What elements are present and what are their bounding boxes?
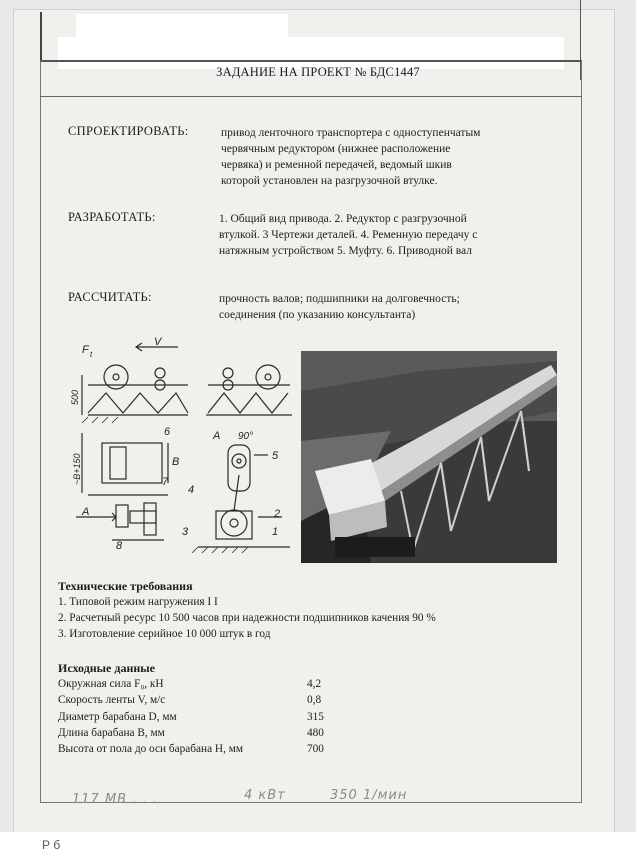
title-divider	[40, 96, 582, 97]
label-dim-b: ~B+150	[72, 453, 82, 485]
param-label: Скорость ленты V, м/с	[58, 694, 166, 706]
kinematic-scheme-drawing	[68, 335, 302, 553]
frame-edge-left	[40, 12, 42, 60]
label-7: 7	[162, 476, 169, 488]
label-6: 6	[164, 426, 171, 438]
param-label: Окружная сила F₀, кН	[58, 678, 164, 690]
label-a-side: A	[213, 430, 221, 442]
section-text-design: привод ленточного транспортера с одноступенчатым червячным редуктором (нижнее расположение червяка) и ременной передачей, ведомый шкив которой установлен на разгрузочной втулке.	[221, 127, 481, 187]
param-label: Длина барабана B, мм	[58, 727, 165, 739]
param-value: 480	[307, 727, 324, 739]
handwritten-note-left: 117 МВ . . .	[72, 792, 158, 807]
handwritten-note-right: 350 1/мин	[330, 788, 408, 803]
param-value: 4,2	[307, 678, 322, 690]
section-label-develop: РАЗРАБОТАТЬ:	[68, 210, 156, 224]
requirement-item: 2. Расчетный ресурс 10 500 часов при надежности подшипников качения 90 %	[58, 612, 436, 624]
section-label-design: СПРОЕКТИРОВАТЬ:	[68, 124, 189, 138]
requirement-item: 3. Изготовление серийное 10 000 штук в год	[58, 628, 271, 640]
label-dim-500: 500	[70, 389, 80, 405]
param-label: Высота от пола до оси барабана H, мм	[58, 743, 244, 755]
requirements-heading: Технические требования	[58, 579, 193, 593]
label-2: 2	[274, 508, 281, 520]
label-4: 4	[188, 484, 195, 496]
bottom-strip	[0, 832, 636, 853]
section-label-calculate: РАССЧИТАТЬ:	[68, 290, 152, 304]
label-1: 1	[272, 526, 279, 538]
label-8: 8	[116, 540, 123, 552]
label-v: V	[154, 336, 162, 348]
label-5: 5	[272, 450, 279, 462]
label-a-plan: A	[82, 506, 90, 518]
document-title: ЗАДАНИЕ НА ПРОЕКТ № БДС1447	[216, 65, 420, 79]
section-text-calculate: прочность валов; подшипники на долговечность; соединения (по указанию консультанта)	[219, 293, 460, 321]
requirement-item: 1. Типовой режим нагружения I I	[58, 596, 218, 608]
conveyor-photo	[301, 351, 557, 563]
label-3: 3	[182, 526, 189, 538]
initial-data-heading: Исходные данные	[58, 661, 155, 675]
param-value: 700	[307, 743, 324, 755]
param-value: 0,8	[307, 694, 322, 706]
label-ft: F	[82, 344, 89, 356]
handwritten-note-mid: 4 кВт	[244, 788, 286, 803]
param-value: 315	[307, 711, 324, 723]
label-ft-sub: t	[90, 350, 93, 359]
label-angle: 90°	[238, 431, 254, 442]
section-text-develop: 1. Общий вид привода. 2. Редуктор с разгрузочной втулкой. 3 Чертежи деталей. 4. Ременную передачу с натяжным устройством 5. Муфту. 6. Приводной вал	[219, 213, 478, 257]
bottom-caption: Р б	[42, 838, 61, 852]
label-b: B	[172, 456, 180, 468]
param-label: Диаметр барабана D, мм	[58, 711, 177, 723]
